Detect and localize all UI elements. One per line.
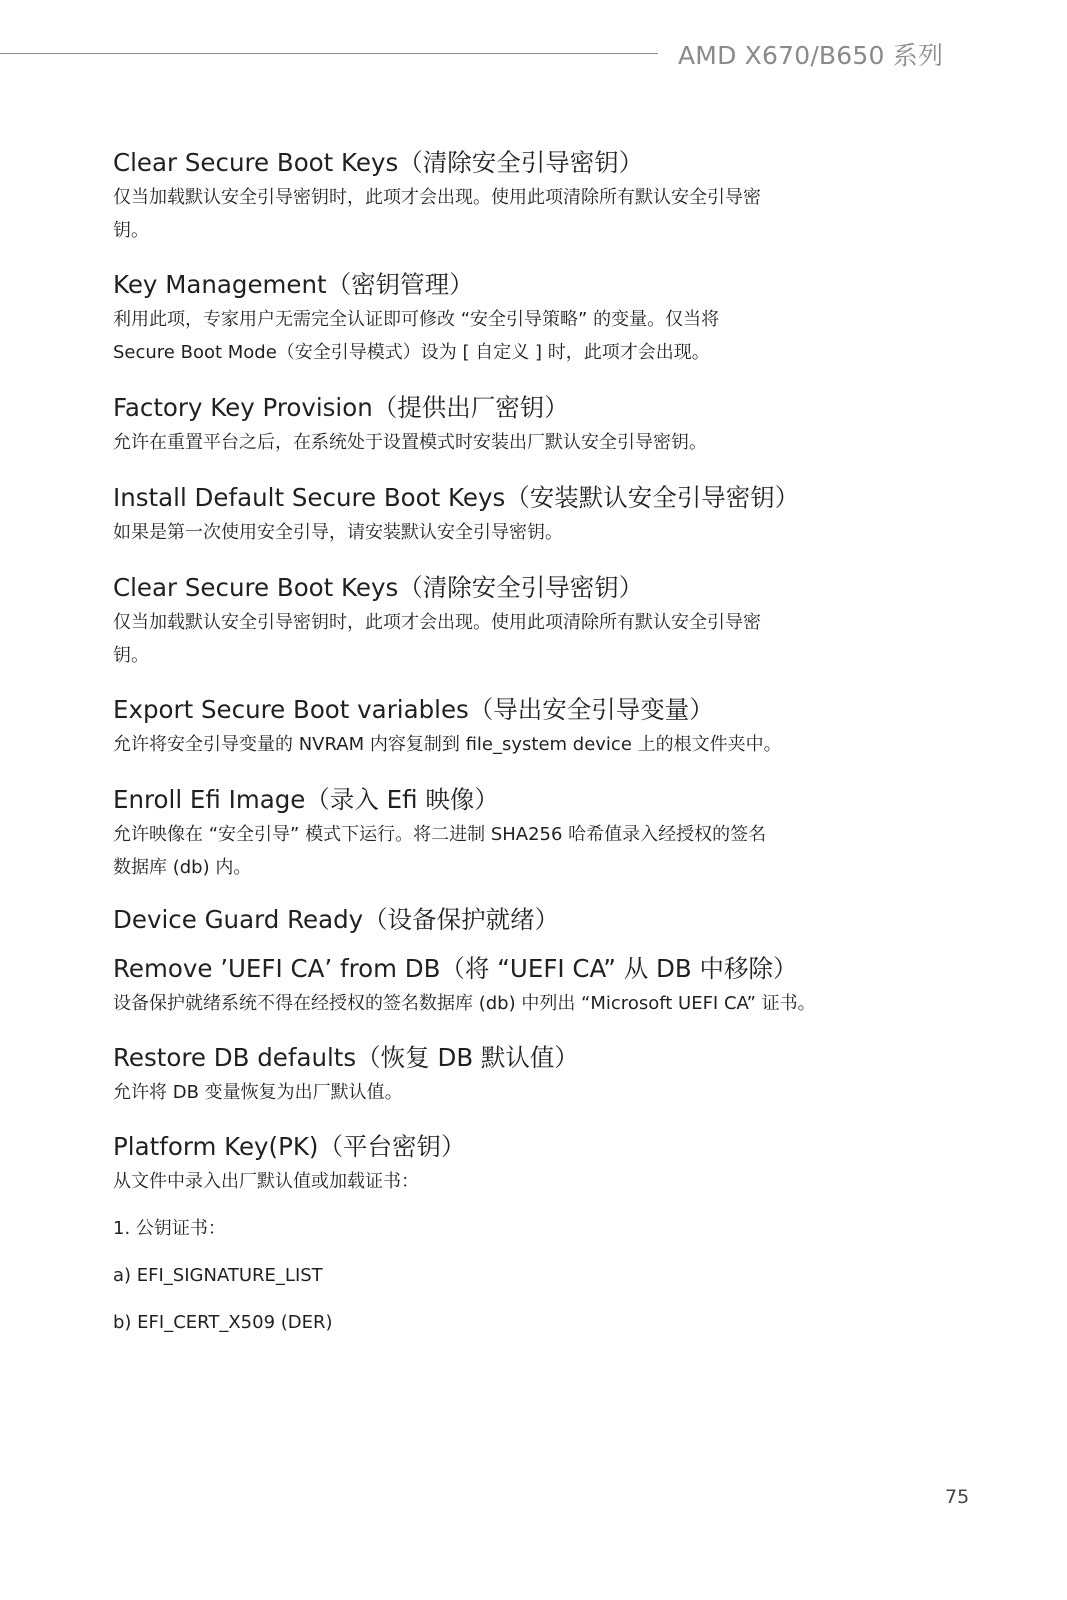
section-body [113,1076,913,1109]
body-line: 允许映像在 “安全引导” 模式下运行。将二进制 SHA256 哈希值录入经授权的签名 [113,824,767,845]
body-line: 允许将安全引导变量的 NVRAM 内容复制到 file_system device 上的根文件夹中。 [113,734,782,755]
section-body [113,426,913,459]
section-heading: Enroll Efi Image（录入 Efi 映像） [113,785,499,814]
body-line: 钥。 [113,220,149,241]
section-platform-key [113,1129,913,1198]
section-device-guard-ready [113,902,913,938]
list-item-cert-x509: b) EFI_CERT_X509 (DER) [113,1312,333,1333]
section-heading: Key Management（密钥管理） [113,270,474,299]
section-body [113,728,913,761]
section-heading: Clear Secure Boot Keys（清除安全引导密钥） [113,148,644,177]
list-item-public-key-cert: 1. 公钥证书： [113,1218,226,1239]
section-heading: Platform Key(PK)（平台密钥） [113,1132,466,1161]
body-line: 仅当加载默认安全引导密钥时，此项才会出现。使用此项清除所有默认安全引导密 [113,612,761,633]
section-restore-db-defaults [113,1040,913,1109]
section-body [113,181,913,247]
section-clear-secure-boot-keys-2 [113,570,913,672]
section-heading: Clear Secure Boot Keys（清除安全引导密钥） [113,573,644,602]
page-number: 75 [945,1486,970,1508]
body-line: Secure Boot Mode（安全引导模式）设为 [ 自定义 ] 时，此项才会出现。 [113,342,710,363]
section-body [113,303,913,369]
section-body [113,606,913,672]
section-body [113,987,913,1020]
section-heading: Remove ’UEFI CA’ from DB（将 “UEFI CA” 从 DB 中移除） [113,954,798,983]
header-title: AMD X670/B650 系列 [678,41,944,70]
section-heading: Device Guard Ready（设备保护就绪） [113,905,560,934]
body-line: 允许在重置平台之后，在系统处于设置模式时安装出厂默认安全引导密钥。 [113,432,707,453]
section-body [113,516,913,549]
section-export-secure-boot-variables [113,692,913,761]
page-content [113,145,913,1339]
section-heading: Restore DB defaults（恢复 DB 默认值） [113,1043,579,1072]
body-line: 仅当加载默认安全引导密钥时，此项才会出现。使用此项清除所有默认安全引导密 [113,187,761,208]
section-key-management [113,267,913,369]
section-remove-uefi-ca [113,951,913,1020]
section-heading: Install Default Secure Boot Keys（安装默认安全引导密钥） [113,483,800,512]
body-line: 数据库 (db) 内。 [113,857,252,878]
section-heading: Export Secure Boot variables（导出安全引导变量） [113,695,714,724]
section-install-default-secure-boot-keys [113,480,913,549]
header-rule [0,53,658,54]
body-line: 利用此项，专家用户无需完全认证即可修改 “安全引导策略” 的变量。仅当将 [113,309,720,330]
section-enroll-efi-image [113,782,913,884]
list-item-signature-list: a) EFI_SIGNATURE_LIST [113,1265,323,1286]
body-line: 如果是第一次使用安全引导，请安装默认安全引导密钥。 [113,522,563,543]
body-line: 从文件中录入出厂默认值或加载证书： [113,1171,419,1192]
body-line: 设备保护就绪系统不得在经授权的签名数据库 (db) 中列出 “Microsoft UEFI CA” 证书。 [113,993,816,1014]
body-line: 允许将 DB 变量恢复为出厂默认值。 [113,1082,403,1103]
section-body [113,818,913,884]
body-line: 钥。 [113,645,149,666]
section-body [113,1165,913,1198]
section-factory-key-provision [113,390,913,459]
section-heading: Factory Key Provision（提供出厂密钥） [113,393,569,422]
section-clear-secure-boot-keys-1 [113,145,913,247]
